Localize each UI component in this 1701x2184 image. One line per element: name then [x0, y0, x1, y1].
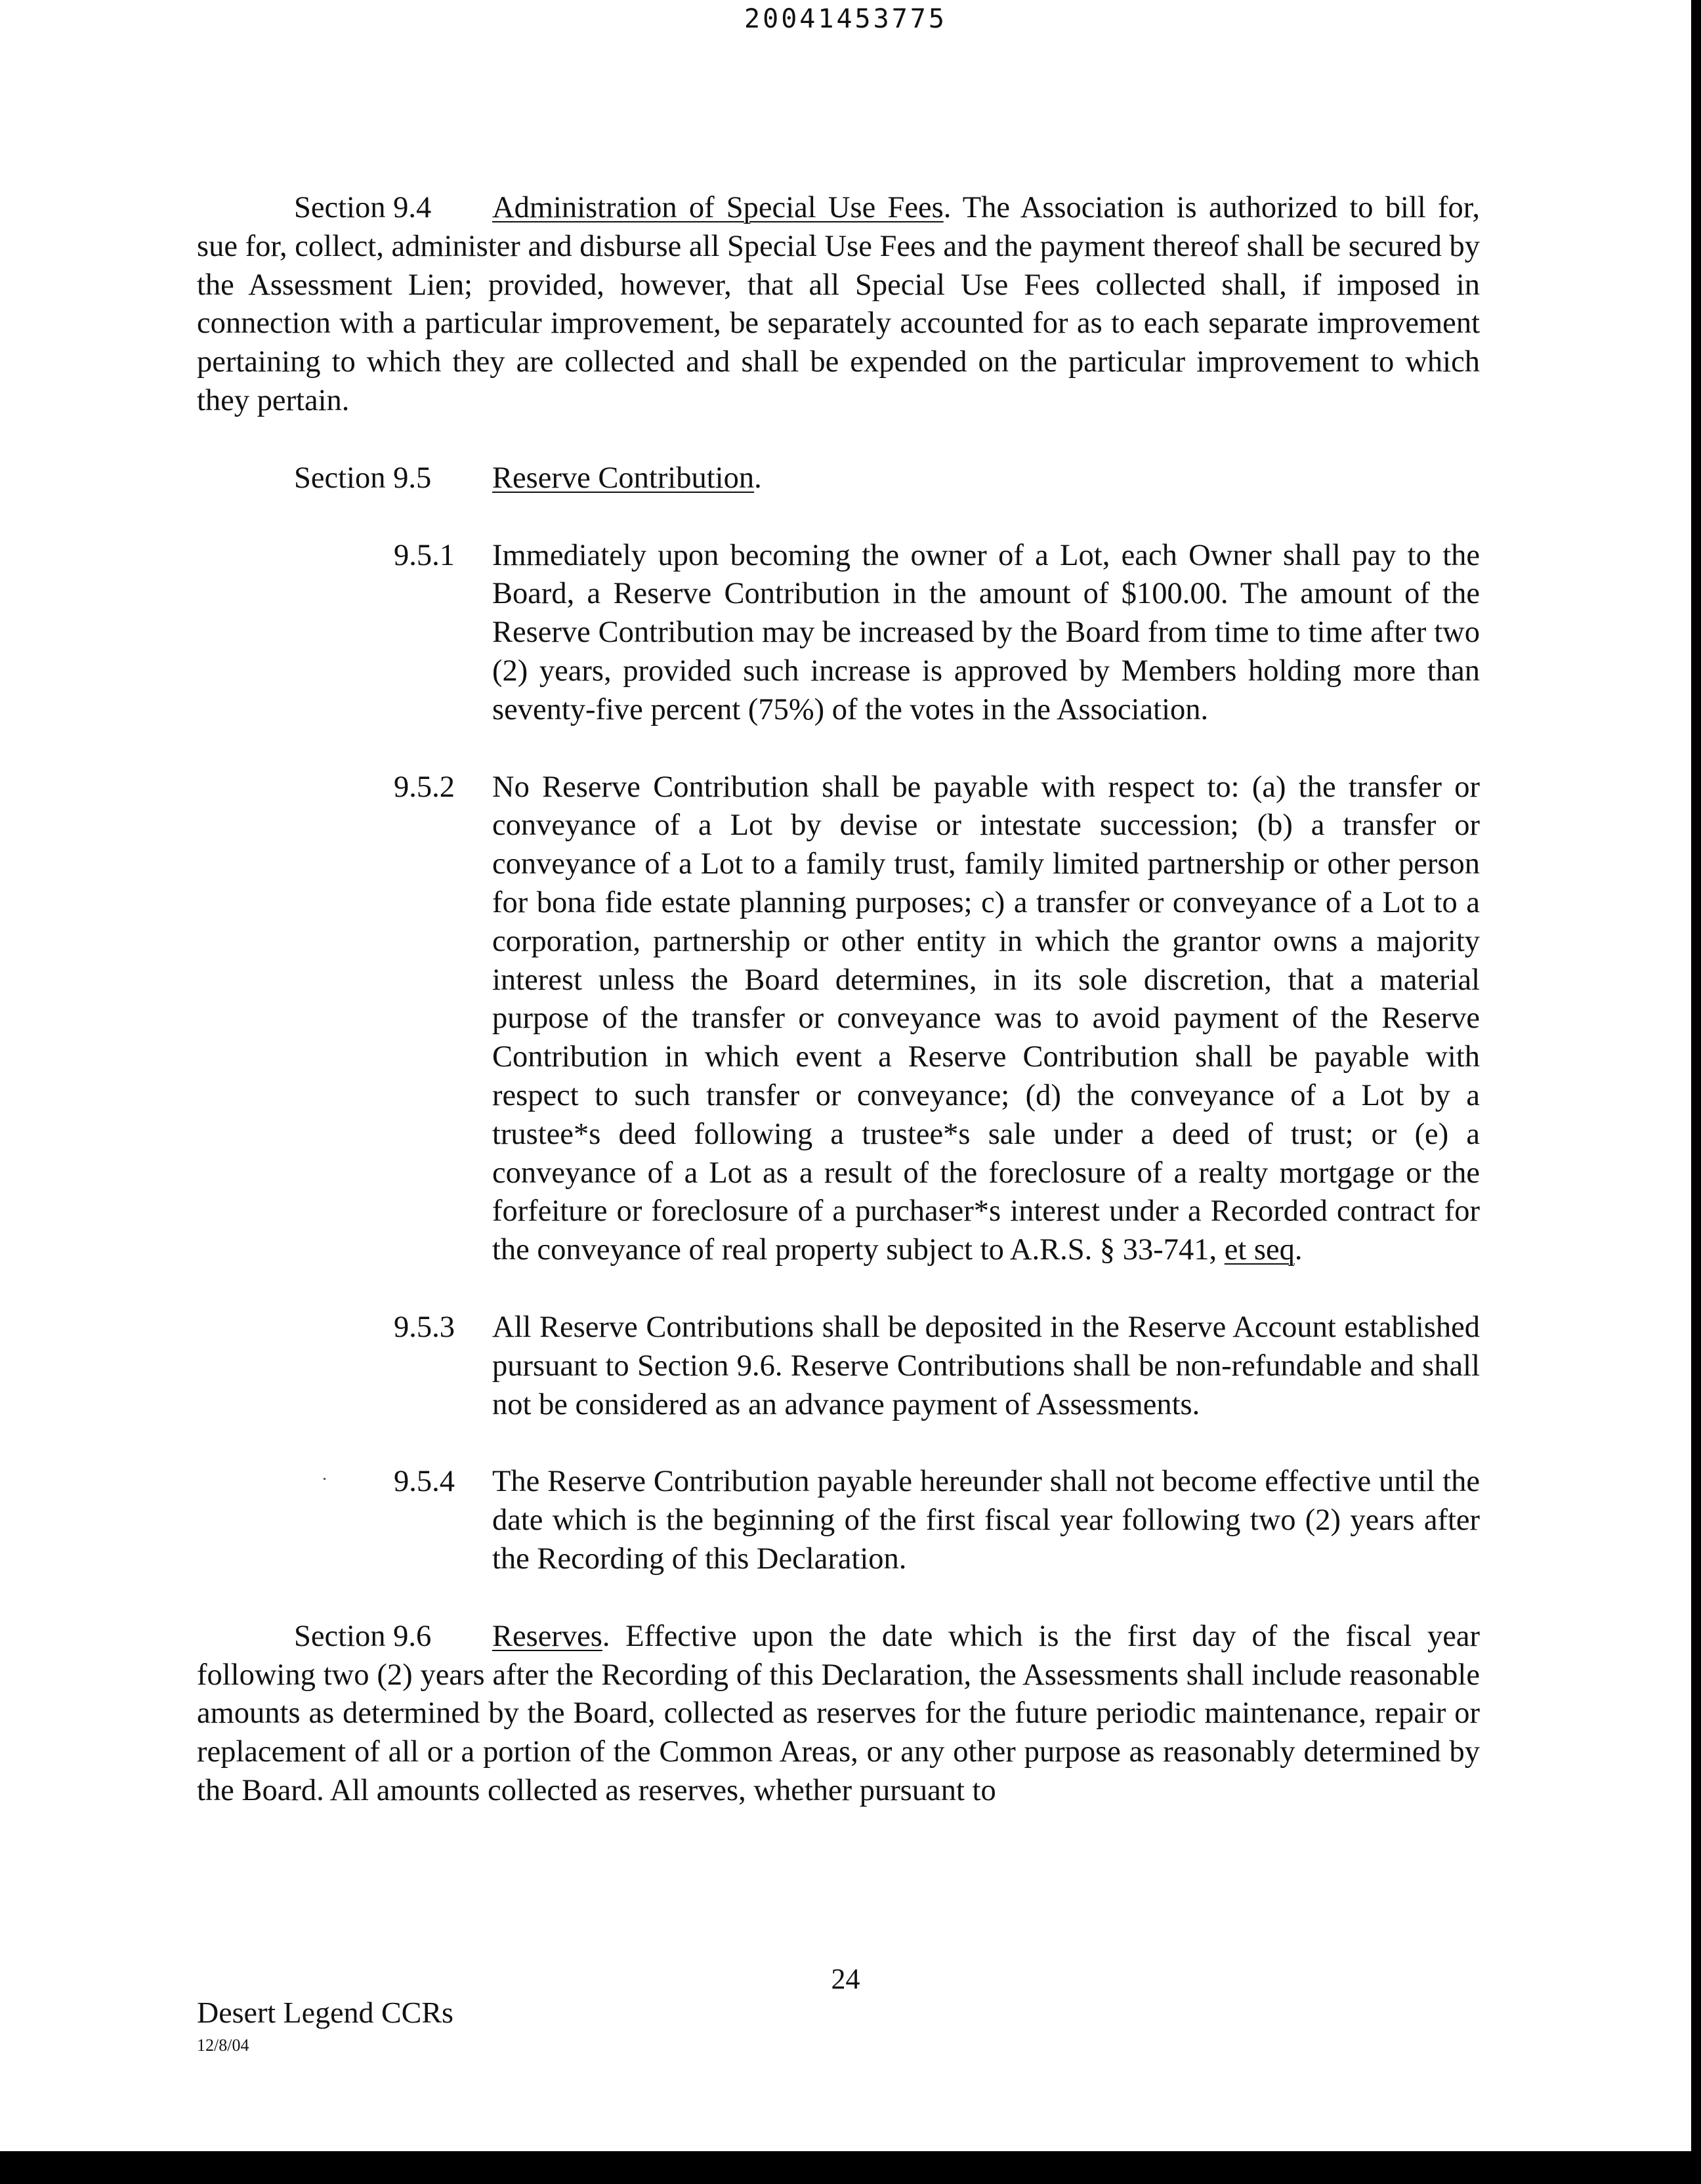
et-seq-text: et seq [1224, 1233, 1295, 1267]
section-title-punct: . [602, 1619, 610, 1653]
subsection-number: 9.5.1 [394, 538, 455, 572]
document-number: 20041453775 [744, 4, 947, 34]
footer-document-title: Desert Legend CCRs [197, 1996, 453, 2029]
subsection-9-5-4 [394, 1463, 1480, 1578]
section-text: Effective upon the date which is the first day of the fiscal year following two (2) years after the Recording of this Declaration, the Assessments shall include reasonable amounts as determined by the Board, collected as reserves for the future periodic maintenance, repair or replacement of all or a portion of the Common Areas, or any other purpose as reasonably determined by the Board. All amounts collected as reserves, whether pursuant to [197, 1619, 1480, 1807]
section-number: Section 9.4 [294, 191, 432, 224]
subsection-text: All Reserve Contributions shall be deposited in the Reserve Account established pursuant to Section 9.6. Reserve Contributions shall be non-refundable and shall not be considered as an advance payment of Assessments. [492, 1310, 1480, 1421]
document-body [197, 189, 1480, 1811]
subsection-9-5-3 [394, 1309, 1480, 1424]
subsection-9-5-2 [394, 768, 1480, 1270]
page-number: 24 [831, 1963, 860, 1995]
section-number: Section 9.5 [294, 461, 432, 495]
subsection-text: The Reserve Contribution payable hereunder shall not become effective until the date which is the beginning of the first fiscal year following two (2) years after the Recording of this Declaration. [492, 1465, 1480, 1576]
subsection-text: No Reserve Contribution shall be payable with respect to: (a) the transfer or conveyance of a Lot by devise or intestate succession; (b) a transfer or conveyance of a Lot to a family trust, family limited partnership or other person for bona fide estate planning purposes; c) a transfer or conveyance of a Lot to a corporation, partnership or other entity in which the grantor owns a majority interest unless the Board determines, in its sole discretion, that a material purpose of the transfer or conveyance was to avoid payment of the Reserve Contribution in which event a Reserve Contribution shall be payable with respect to such transfer or conveyance; (d) the conveyance of a Lot by a trustee*s deed following a trustee*s sale under a deed of trust; or (e) a conveyance of a Lot as a result of the foreclosure of a realty mortgage or the forfeiture or foreclosure of a purchaser*s interest under a Recorded contract for the conveyance of real property subject to A.R.S. § 33-741, [492, 770, 1480, 1267]
section-title: Reserves [492, 1619, 602, 1653]
subsection-paragraph [492, 768, 1480, 1270]
subsection-9-5-1 [394, 537, 1480, 730]
subsection-end-punct: . [1294, 1233, 1303, 1267]
section-title-punct: . [754, 461, 762, 495]
section-number: Section 9.6 [294, 1619, 432, 1653]
subsection-text: Immediately upon becoming the owner of a Lot, each Owner shall pay to the Board, a Reserve Contribution in the amount of $100.00. The amount of the Reserve Contribution may be increased by the Board from time to time after two (2) years, provided such increase is approved by Members holding more than seventy-five percent (75%) of the votes in the Association. [492, 538, 1480, 726]
section-9-6 [197, 1618, 1480, 1811]
section-text: The Association is authorized to bill for, sue for, collect, administer and disburse all Special Use Fees and the payment thereof shall be secured by the Assessment Lien; provided, however, that all Special Use Fees collected shall, if imposed in connection with a particular improvement, be separately accounted for as to each separate improvement pertaining to which they are collected and shall be expended on the particular improvement to which they pertain. [197, 191, 1480, 417]
section-9-5-heading [197, 459, 1480, 498]
subsection-number: 9.5.2 [394, 770, 455, 804]
section-9-4 [197, 189, 1480, 421]
scan-speck [324, 1478, 326, 1480]
subsection-number: 9.5.4 [394, 1465, 455, 1499]
section-title: Reserve Contribution [492, 461, 755, 495]
section-title: Administration of Special Use Fees [492, 191, 944, 224]
subsection-number: 9.5.3 [394, 1310, 455, 1344]
section-title-punct: . [943, 191, 952, 224]
footer-date: 12/8/04 [197, 2036, 249, 2055]
